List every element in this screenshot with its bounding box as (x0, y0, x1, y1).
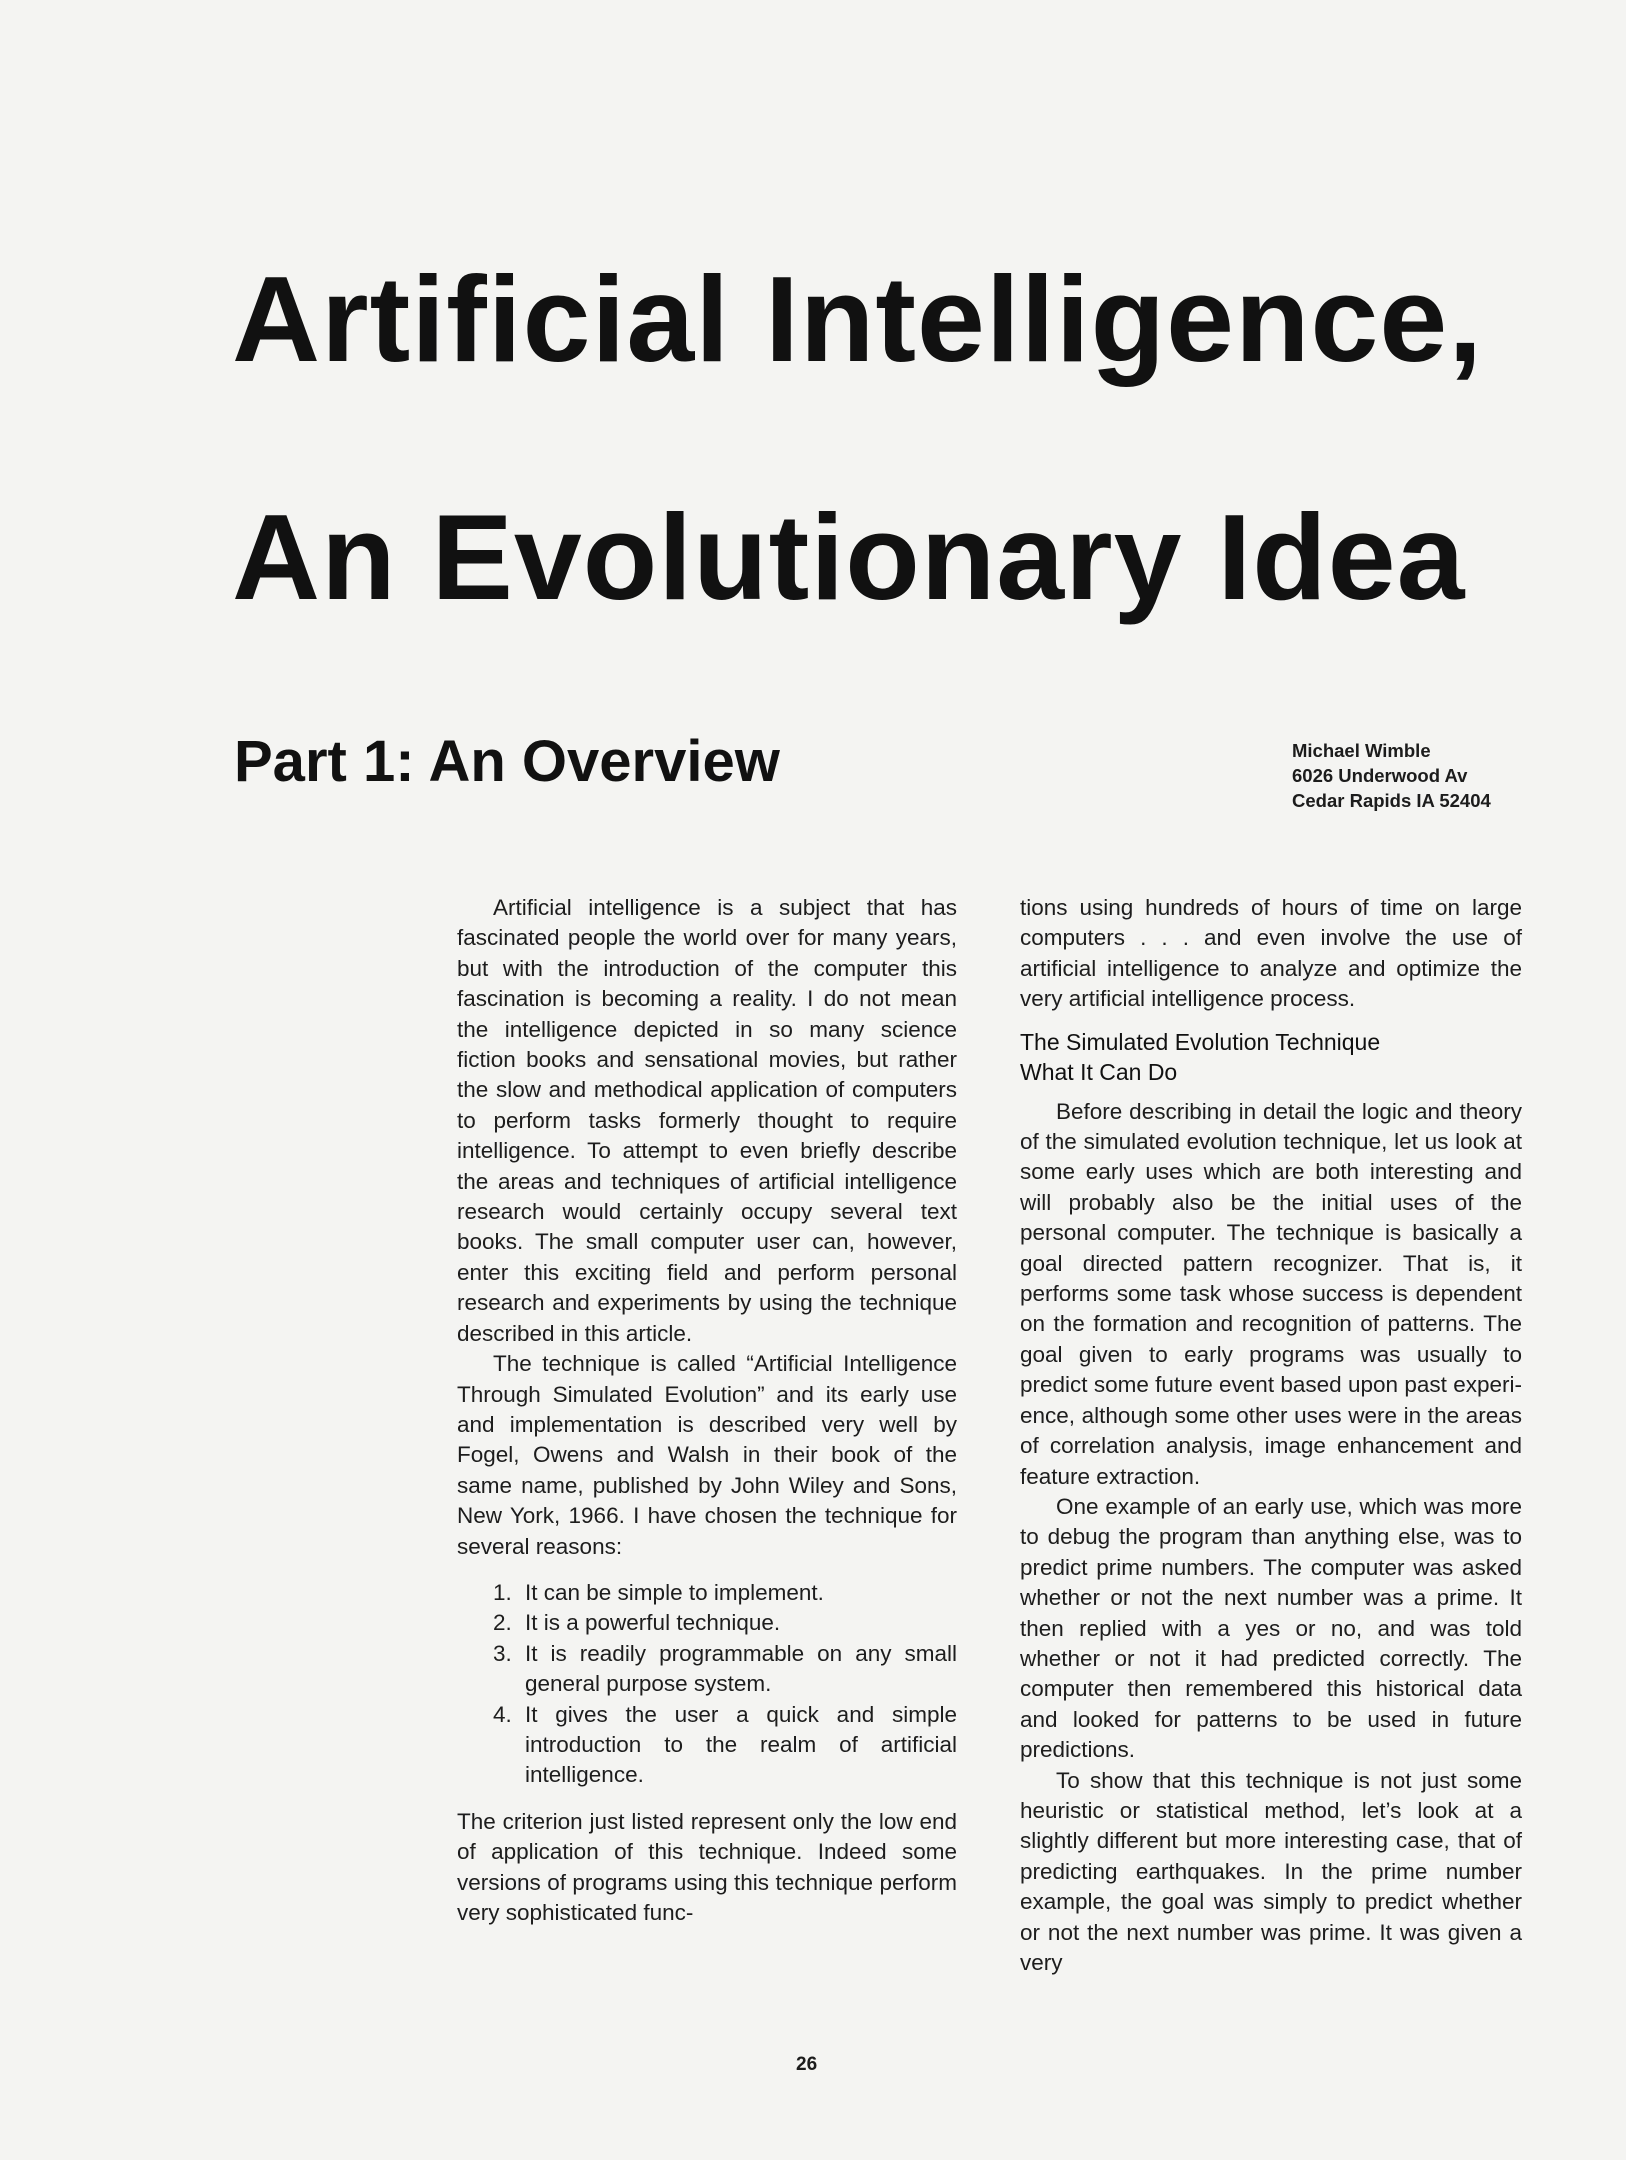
body-paragraph: One example of an early use, which was more to debug the program than anything else, was to predict prime numbers. The computer was asked whether or not the next number was a prime. It then replied with a yes or no, and was told whether or not it had predicted correctly. The computer then remembered this historical data and looked for patterns to be used in future predictions. (1020, 1493, 1522, 1763)
right-column (1020, 893, 1522, 1978)
section-heading-line-2: What It Can Do (1020, 1058, 1178, 1085)
list-item (457, 1639, 957, 1700)
article-title-line-1: Artificial Intelligence, (232, 251, 1484, 387)
section-heading (1020, 1027, 1522, 1087)
body-paragraph: The criterion just listed represent only the low end of application of this technique. Indeed some versions of programs using this technique perform very sophisticated func- (457, 1808, 957, 1925)
article-title-line-2: An Evolutionary Idea (232, 489, 1466, 625)
list-text: It can be simple to implement. (525, 1579, 824, 1605)
list-text: It is a powerful technique. (525, 1610, 781, 1636)
list-number: 2. (493, 1610, 512, 1636)
article-subtitle: Part 1: An Overview (234, 729, 780, 794)
body-paragraph: To show that this technique is not just some heuristic or statistical method, let’s look at a slightly different but more interesting case, that of predicting earthquakes. In the prime number example, the goal was simply to predict whether or not the next number was prime. It was given a very (1020, 1767, 1522, 1975)
body-paragraph: Before describing in detail the logic and theory of the simulated evolution technique, let us look at some early uses which are both interesting and will probably also be the initial uses of the personal computer. The technique is basically a goal directed pattern recognizer. That is, it performs some task whose success is dependent on the formation and recognition of patterns. The goal given to early programs was usually to predict some future event based upon past experience, although some other uses were in the areas of correlation analysis, image enhancement and feature extraction. (1020, 1098, 1522, 1489)
author-street: 6026 Underwood Av (1292, 765, 1468, 786)
author-city: Cedar Rapids IA 52404 (1292, 790, 1491, 811)
body-paragraph: tions using hundreds of hours of time on large computers . . . and even involve the use of artificial intelligence to analyze and optimize the very artificial intelligence process. (1020, 895, 1522, 1012)
list-item (457, 1608, 957, 1638)
body-paragraph: The technique is called “Artificial Intelligence Through Simulated Evolution” and its early use and implementation is described very well by Fogel, Owens and Walsh in their book of the same name, published by John Wiley and Sons, New York, 1966. I have chosen the technique for several reasons: (457, 1351, 957, 1559)
list-number: 1. (493, 1579, 512, 1605)
list-item (457, 1578, 957, 1608)
list-text: It gives the user a quick and simple introduction to the realm of artificial intelligence. (525, 1701, 957, 1788)
list-number: 3. (493, 1640, 512, 1666)
reasons-list (457, 1578, 957, 1791)
body-paragraph: Artificial intelligence is a subject that has fascinated people the world over for many years, but with the introduction of the computer this fascination is becoming a reality. I do not mean the intelligence depicted in so many science fiction books and sensational movies, but rather the slow and methodical application of computers to perform tasks formerly thought to require intelligence. To attempt to even briefly describe the areas and techniques of artificial intelligence research would certainly occupy several text books. The small computer user can, however, enter this exciting field and perform personal research and experiments by using the technique described in this article. (457, 895, 957, 1346)
page-number: 26 (796, 2054, 818, 2075)
section-heading-line-1: The Simulated Evolution Technique (1020, 1028, 1381, 1055)
list-text: It is readily programmable on any small general purpose system. (525, 1640, 957, 1697)
list-item (457, 1700, 957, 1791)
author-byline (1292, 738, 1491, 813)
left-column (457, 893, 957, 1928)
list-number: 4. (493, 1701, 512, 1727)
author-name: Michael Wimble (1292, 740, 1431, 761)
